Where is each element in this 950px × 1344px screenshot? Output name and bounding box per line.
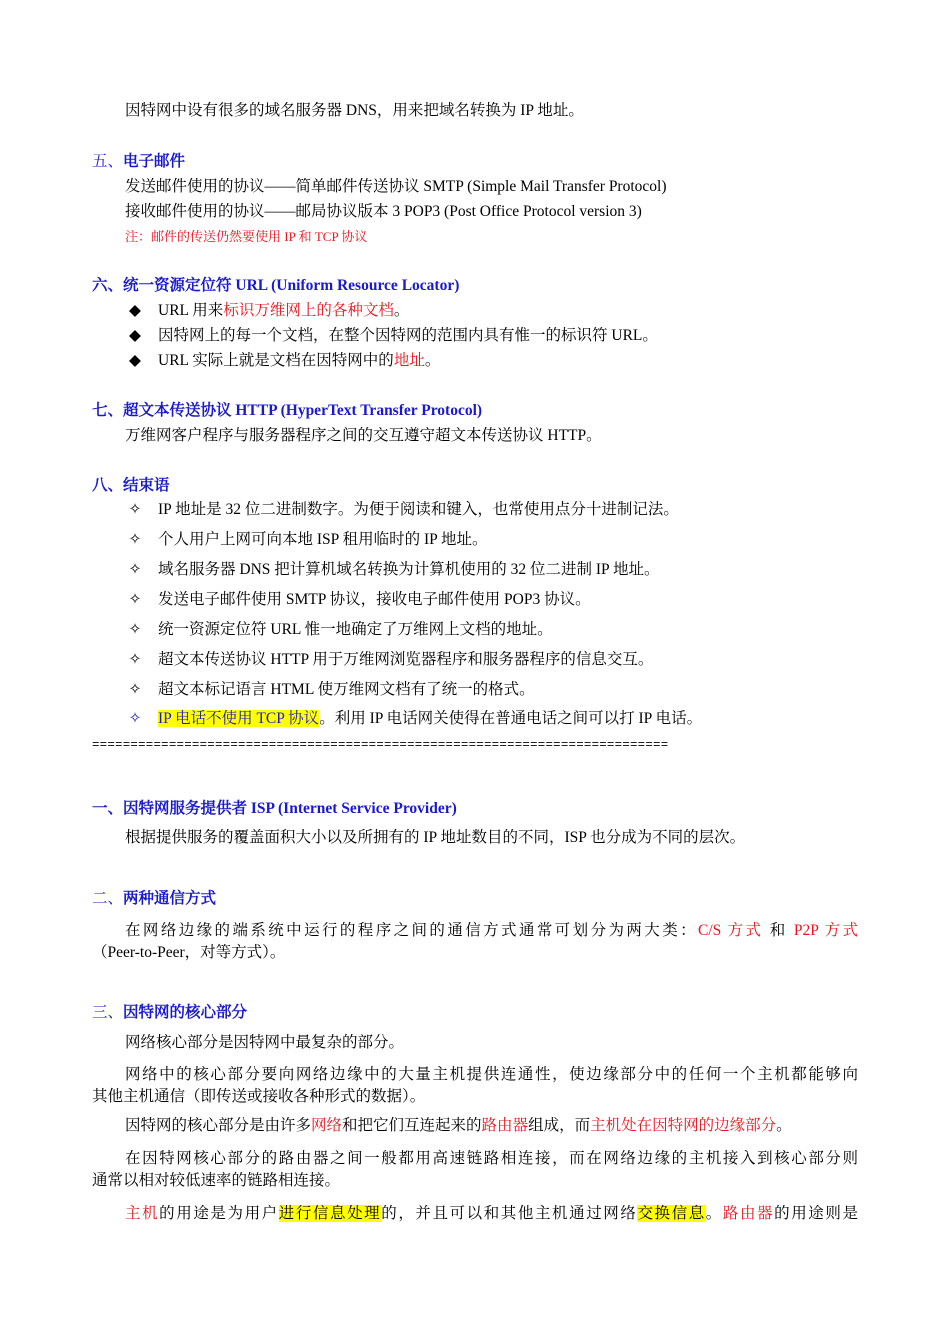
diamond-bullet-icon: ◆ bbox=[129, 352, 141, 369]
summary-item bbox=[125, 590, 591, 610]
ip-phone-text: 。利用 IP 电话网关使得在普通电话之间可以打 IP 电话。 bbox=[319, 710, 703, 727]
summary-item bbox=[125, 530, 488, 550]
sparkle-bullet-icon: ✧ bbox=[128, 710, 142, 727]
section-7-heading: 七、超文本传送协议 HTTP (HyperText Transfer Protocol) bbox=[92, 402, 483, 419]
core-para-2-line-2: 其他主机通信（即传送或接收各种形式的数据）。 bbox=[92, 1088, 426, 1105]
section-5-number: 五、 bbox=[92, 153, 124, 170]
isp-paragraph: 根据提供服务的覆盖面积大小以及所拥有的 IP 地址数目的不同，ISP 也分成为不同的层次。 bbox=[125, 829, 746, 846]
summary-item-text: 个人用户上网可向本地 ISP 租用临时的 IP 地址。 bbox=[158, 531, 488, 548]
summary-item-text: 域名服务器 DNS 把计算机域名转换为计算机使用的 32 位二进制 IP 地址。 bbox=[158, 561, 660, 578]
core-5-b: 的，并且可以和其他主机通过网络 bbox=[381, 1205, 638, 1222]
url-bullet-1-end: 。 bbox=[393, 302, 410, 319]
part-3-title: 因特网的核心部分 bbox=[123, 1004, 248, 1021]
core-para-1: 网络核心部分是因特网中最复杂的部分。 bbox=[125, 1034, 405, 1051]
part-2-number: 二、 bbox=[92, 890, 124, 907]
summary-item-text: 发送电子邮件使用 SMTP 协议，接收电子邮件使用 POP3 协议。 bbox=[158, 591, 591, 608]
core-5-host: 主机 bbox=[125, 1205, 160, 1222]
summary-item-text: 超文本传送协议 HTTP 用于万维网浏览器程序和服务器程序的信息交互。 bbox=[158, 651, 654, 668]
core-5-router: 路由器 bbox=[722, 1205, 775, 1222]
summary-item bbox=[125, 650, 653, 670]
core-3-network: 网络 bbox=[311, 1117, 343, 1134]
core-3-b: 和把它们互连起来的 bbox=[342, 1117, 482, 1134]
ip-phone-highlight: IP 电话不使用 TCP 协议 bbox=[158, 710, 320, 727]
core-3-host-edge: 主机处在因特网的边缘部分 bbox=[590, 1117, 777, 1134]
sparkle-bullet-icon: ✧ bbox=[128, 531, 142, 548]
url-bullet-1 bbox=[125, 301, 409, 321]
url-bullet-3-end: 。 bbox=[424, 352, 441, 369]
sparkle-bullet-icon: ✧ bbox=[128, 681, 142, 698]
comm-and: 和 bbox=[763, 922, 794, 939]
summary-item-last bbox=[125, 709, 702, 729]
core-5-d: 的用途则是 bbox=[774, 1205, 858, 1222]
core-3-router: 路由器 bbox=[481, 1117, 529, 1134]
section-6-heading: 六、统一资源定位符 URL (Uniform Resource Locator) bbox=[92, 277, 460, 294]
part-3-number: 三、 bbox=[92, 1004, 124, 1021]
part-2-title: 两种通信方式 bbox=[123, 890, 217, 907]
core-3-c: 组成，而 bbox=[528, 1117, 591, 1134]
url-bullet-1-highlight: 标识万维网上的各种文档 bbox=[223, 302, 394, 319]
diamond-bullet-icon: ◆ bbox=[129, 302, 141, 319]
comm-line-2: （Peer-to-Peer，对等方式）。 bbox=[92, 944, 286, 961]
section-5-heading bbox=[92, 152, 185, 172]
summary-item bbox=[125, 680, 535, 700]
part-1-heading: 一、因特网服务提供者 ISP (Internet Service Provider) bbox=[92, 800, 457, 817]
summary-item bbox=[125, 560, 659, 580]
core-5-info-processing: 进行信息处理 bbox=[278, 1205, 382, 1222]
core-3-d: 。 bbox=[776, 1117, 792, 1134]
core-5-a: 的用途是为用户 bbox=[159, 1205, 279, 1222]
part-2-heading bbox=[92, 889, 216, 909]
url-bullet-3-text: URL 实际上就是文档在因特网中的 bbox=[158, 352, 394, 369]
core-para-2-line-1: 网络中的核心部分要向网络边缘中的大量主机提供连通性，使边缘部分中的任何一个主机都能够向 bbox=[125, 1066, 858, 1083]
core-para-3 bbox=[125, 1116, 792, 1136]
sparkle-bullet-icon: ✧ bbox=[128, 651, 142, 668]
comm-line-1 bbox=[125, 918, 858, 940]
sparkle-bullet-icon: ✧ bbox=[128, 501, 142, 518]
http-paragraph: 万维网客户程序与服务器程序之间的交互遵守超文本传送协议 HTTP。 bbox=[125, 427, 602, 444]
sparkle-bullet-icon: ✧ bbox=[128, 591, 142, 608]
summary-item bbox=[125, 500, 679, 520]
sparkle-bullet-icon: ✧ bbox=[128, 561, 142, 578]
core-para-5 bbox=[125, 1201, 858, 1223]
smtp-line: 发送邮件使用的协议——简单邮件传送协议 SMTP (Simple Mail Transfer Protocol) bbox=[125, 178, 667, 195]
core-3-a: 因特网的核心部分是由许多 bbox=[125, 1117, 312, 1134]
url-bullet-2 bbox=[125, 326, 658, 346]
section-8-heading: 八、结束语 bbox=[92, 477, 170, 494]
summary-item bbox=[125, 620, 553, 640]
pop3-line: 接收邮件使用的协议——邮局协议版本 3 POP3 (Post Office Protocol version 3) bbox=[125, 203, 642, 220]
summary-item-text: IP 地址是 32 位二进制数字。为便于阅读和键入，也常使用点分十进制记法。 bbox=[158, 501, 679, 518]
summary-item-text: 超文本标记语言 HTML 使万维网文档有了统一的格式。 bbox=[158, 681, 535, 698]
p2p-mode: P2P 方式 bbox=[793, 922, 858, 939]
core-5-exchange-info: 交换信息 bbox=[637, 1205, 706, 1222]
comm-text: 在网络边缘的端系统中运行的程序之间的通信方式通常可划分为两大类： bbox=[125, 922, 699, 939]
dns-paragraph: 因特网中设有很多的域名服务器 DNS，用来把域名转换为 IP 地址。 bbox=[125, 102, 584, 119]
separator-line: =========================================================================== bbox=[92, 738, 669, 752]
part-3-heading bbox=[92, 1003, 247, 1023]
mail-note: 注：邮件的传送仍然要使用 IP 和 TCP 协议 bbox=[125, 229, 368, 244]
core-5-c: 。 bbox=[705, 1205, 723, 1222]
core-para-4-line-2: 通常以相对较低速率的链路相连接。 bbox=[92, 1172, 341, 1189]
url-bullet-3 bbox=[125, 351, 440, 371]
summary-item-text: 统一资源定位符 URL 惟一地确定了万维网上文档的地址。 bbox=[158, 621, 553, 638]
cs-mode: C/S 方式 bbox=[698, 922, 764, 939]
core-para-4-line-1: 在因特网核心部分的路由器之间一般都用高速链路相连接，而在网络边缘的主机接入到核心部分则 bbox=[125, 1150, 858, 1167]
url-bullet-1-text: URL 用来 bbox=[158, 302, 224, 319]
section-5-title: 电子邮件 bbox=[123, 153, 186, 170]
sparkle-bullet-icon: ✧ bbox=[128, 621, 142, 638]
url-bullet-2-text: 因特网上的每一个文档，在整个因特网的范围内具有惟一的标识符 URL。 bbox=[158, 327, 658, 344]
url-bullet-3-highlight: 地址 bbox=[393, 352, 425, 369]
diamond-bullet-icon: ◆ bbox=[129, 327, 141, 344]
